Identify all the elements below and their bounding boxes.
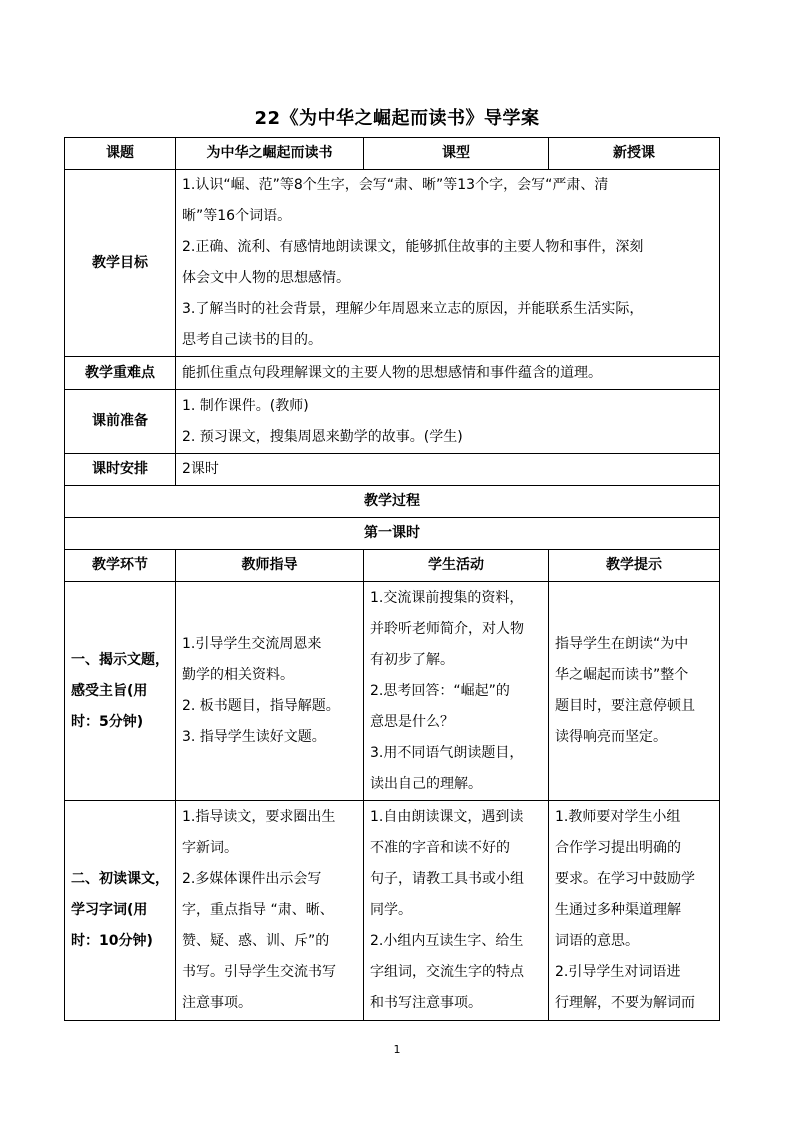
student-line: 3.用不同语气朗读题目， <box>370 744 524 761</box>
page-number: 1 <box>393 1043 401 1056</box>
stage-label <box>65 582 176 801</box>
stage-label-line: 感受主旨(用 <box>71 682 148 699</box>
teacher-line: 字新词。 <box>182 840 238 856</box>
teacher-line: 勤学的相关资料。 <box>182 667 294 683</box>
student-line: 同学。 <box>370 902 412 918</box>
preparation-line: 2. 预习课文，搜集周恩来勤学的故事。(学生) <box>182 428 463 445</box>
student-line: 有初步了解。 <box>370 651 454 668</box>
process-title-row <box>65 486 720 518</box>
key-points-value: 能抓住重点句段理解课文的主要人物的思想感情和事件蕴含的道理。 <box>176 357 720 390</box>
preparation-line: 1. 制作课件。(教师) <box>182 397 309 414</box>
preparation-row <box>65 390 720 454</box>
goals-line: 思考自己读书的目的。 <box>182 332 322 348</box>
student-line: 字组词，交流生字的特点 <box>370 964 524 980</box>
teacher-line: 2. 板书题目，指导解题。 <box>182 698 340 714</box>
student-line: 2.思考回答：“崛起”的 <box>370 682 510 699</box>
preparation-label: 课前准备 <box>65 390 176 454</box>
stage-label <box>65 801 176 1021</box>
teacher-line: 1.指导读文，要求圈出生 <box>182 809 336 825</box>
goals-line: 1.认识“崛、范”等8个生字，会写“肃、晰”等13个字，会写“严肃、清 <box>182 177 609 193</box>
student-line: 读出自己的理解。 <box>370 775 482 792</box>
goals-line: 体会文中人物的思想感情。 <box>182 270 350 286</box>
teaching-tips <box>549 801 720 1021</box>
stage-label-line: 二、初读课文， <box>71 871 169 887</box>
tips-line: 2.引导学生对词语进 <box>555 964 681 980</box>
tips-line: 生通过多种渠道理解 <box>555 902 681 918</box>
student-activity <box>364 582 549 801</box>
goals-line: 2.正确、流利、有感情地朗读课文，能够抓住故事的主要人物和事件，深刻 <box>182 239 644 255</box>
student-line: 句子，请教工具书或小组 <box>370 871 524 887</box>
key-points-row <box>65 357 720 390</box>
teacher-line: 3. 指导学生读好文题。 <box>182 729 326 745</box>
key-points-label: 教学重难点 <box>65 357 176 390</box>
lesson-title-row <box>65 518 720 550</box>
student-line: 并聆听老师简介，对人物 <box>370 620 524 637</box>
process-header-row <box>65 550 720 582</box>
tips-line: 指导学生在朗读“为中 <box>555 636 689 652</box>
teacher-guidance <box>176 582 364 801</box>
student-line: 1.交流课前搜集的资料， <box>370 589 524 606</box>
student-line: 1.自由朗读课文，遇到读 <box>370 809 524 825</box>
tips-line: 合作学习提出明确的 <box>555 840 681 856</box>
teacher-line: 注意事项。 <box>182 995 252 1011</box>
schedule-row <box>65 454 720 486</box>
student-line: 意思是什么？ <box>370 713 454 730</box>
student-line: 不准的字音和读不好的 <box>370 840 510 856</box>
tips-line: 题目时，要注意停顿且 <box>555 698 695 714</box>
tips-line: 行理解，不要为解词而 <box>555 995 695 1011</box>
tips-line: 要求。在学习中鼓励学 <box>555 871 695 887</box>
student-header: 学生活动 <box>364 550 549 582</box>
student-line: 和书写注意事项。 <box>370 995 482 1011</box>
teacher-line: 2.多媒体课件出示会写 <box>182 871 322 887</box>
goals-line: 晰”等16个词语。 <box>182 208 292 224</box>
stage-label-line: 一、揭示文题， <box>71 651 169 668</box>
tips-line: 1.教师要对学生小组 <box>555 809 681 825</box>
schedule-value: 2课时 <box>176 454 720 486</box>
lesson-type-value: 新授课 <box>549 138 720 170</box>
stage-header: 教学环节 <box>65 550 176 582</box>
process-title: 教学过程 <box>65 486 720 518</box>
stage-label-line: 学习字词(用 <box>71 902 148 918</box>
teaching-tips <box>549 582 720 801</box>
teacher-line: 字，重点指导 “肃、晰、 <box>182 902 334 918</box>
preparation-content <box>176 390 720 454</box>
stage-label-line: 时：5分钟) <box>71 713 144 730</box>
stage-row-1 <box>65 582 720 801</box>
tips-line: 词语的意思。 <box>555 933 639 949</box>
tips-line: 读得响亮而坚定。 <box>555 729 667 745</box>
teacher-guidance <box>176 801 364 1021</box>
lesson-title: 第一课时 <box>65 518 720 550</box>
student-line: 2.小组内互读生字、给生 <box>370 933 524 949</box>
stage-label-line: 时：10分钟) <box>71 933 153 949</box>
teacher-line: 书写。引导学生交流书写 <box>182 964 336 980</box>
topic-row <box>65 138 720 170</box>
goals-row <box>65 170 720 357</box>
goals-content <box>176 170 720 357</box>
teacher-header: 教师指导 <box>176 550 364 582</box>
teacher-line: 1.引导学生交流周恩来 <box>182 636 322 652</box>
stage-row-2 <box>65 801 720 1021</box>
topic-value: 为中华之崛起而读书 <box>176 138 364 170</box>
lesson-type-label: 课型 <box>364 138 549 170</box>
goals-label: 教学目标 <box>65 170 176 357</box>
lesson-plan-table <box>64 137 720 1021</box>
tips-line: 华之崛起而读书”整个 <box>555 667 689 683</box>
page-title: 22《为中华之崛起而读书》导学案 <box>254 108 540 129</box>
goals-line: 3.了解当时的社会背景，理解少年周恩来立志的原因，并能联系生活实际， <box>182 301 644 317</box>
schedule-label: 课时安排 <box>65 454 176 486</box>
teacher-line: 赞、疑、惑、训、斥”的 <box>182 933 330 949</box>
topic-label: 课题 <box>65 138 176 170</box>
tips-header: 教学提示 <box>549 550 720 582</box>
student-activity <box>364 801 549 1021</box>
